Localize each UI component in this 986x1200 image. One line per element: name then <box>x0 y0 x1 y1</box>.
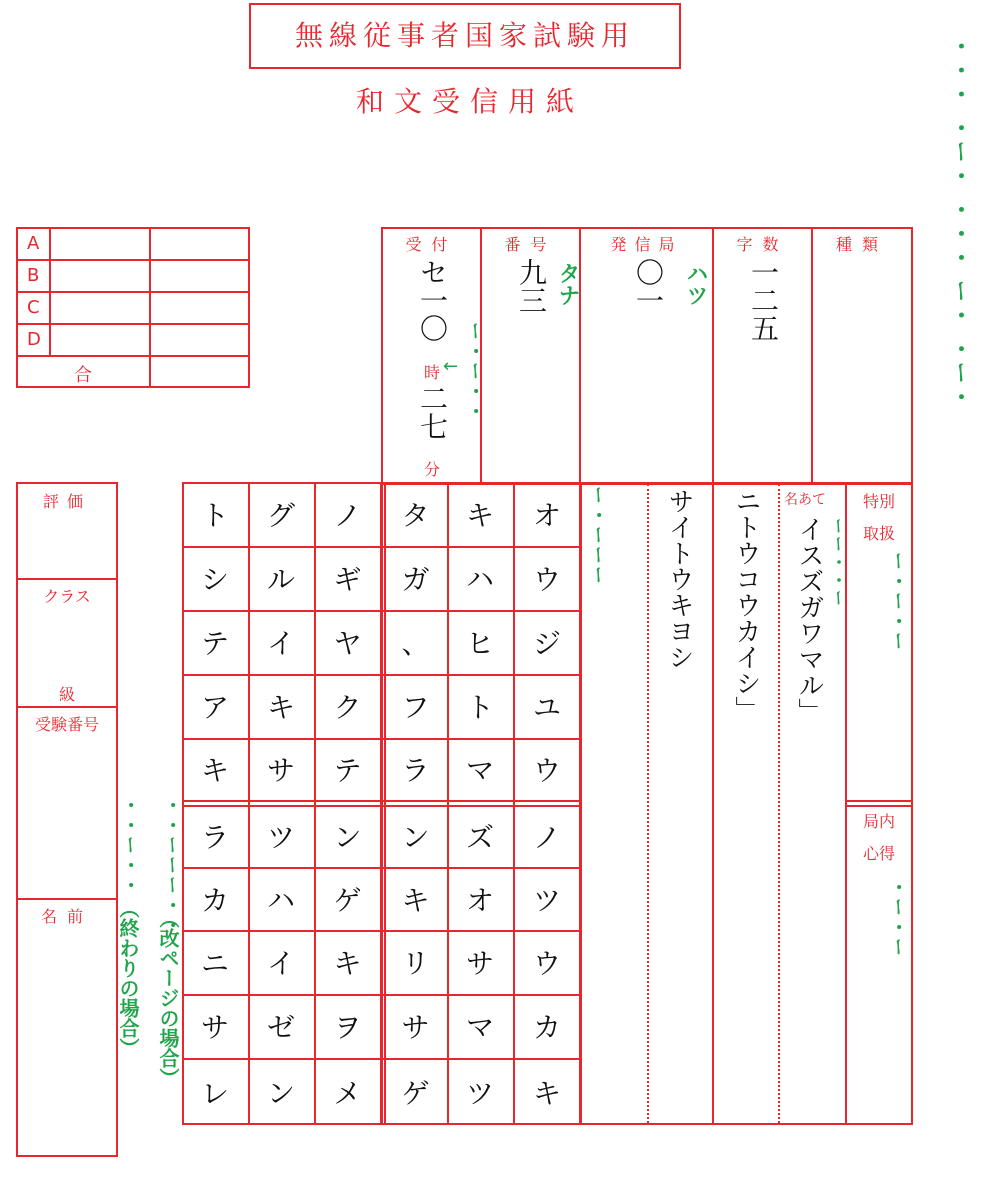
morse-kyokunai: ・ー・ー <box>887 878 908 958</box>
bango-value: 九三 <box>515 258 548 314</box>
page-change-note: （改ページの場合） <box>156 908 180 1088</box>
kokoroe-label: 心得 <box>862 844 895 863</box>
kana-cell: ギ <box>333 563 362 596</box>
kana-cell: テ <box>333 754 362 787</box>
kana-cell: ン <box>333 821 362 854</box>
form-subtitle: 和文受信用紙 <box>355 85 584 118</box>
form-title: 無線従事者国家試験用 <box>294 19 635 52</box>
kana-cell: ハ <box>465 563 494 596</box>
kana-cell: キ <box>465 499 494 532</box>
kana-cell: イ <box>266 947 295 980</box>
kana-cell: ニ <box>200 947 229 980</box>
kana-cell: タ <box>401 499 430 532</box>
end-case-note: （終わりの場合） <box>116 898 140 1058</box>
grade-box <box>16 227 250 388</box>
hasshin-label: 発信局 <box>610 235 683 254</box>
kana-cell: マ <box>465 1011 494 1044</box>
kana-cell: ウ <box>532 947 561 980</box>
class-label: クラス <box>43 587 91 606</box>
ji-label: 時 <box>424 363 441 382</box>
kana-cell: ヤ <box>333 627 362 660</box>
kana-cell: ノ <box>333 499 362 532</box>
kana-cell: レ <box>200 1076 229 1110</box>
jisu-label: 字数 <box>736 235 789 254</box>
hasshin-value: 〇一 <box>632 258 665 314</box>
name-label: 名あて <box>784 492 826 508</box>
morse-page: ・・ーーー・・ <box>161 796 182 936</box>
kana-cell: リ <box>401 947 430 980</box>
bango-note: タナ <box>555 262 580 306</box>
grade-row-a: A <box>27 233 40 254</box>
kana-cell: ラ <box>200 821 229 854</box>
kana-cell: キ <box>266 691 295 724</box>
kana-cell: シ <box>200 563 229 596</box>
address-col-2: ニトウコウカイシ」 <box>731 488 761 722</box>
kana-cell: フ <box>401 691 430 724</box>
kana-cell: サ <box>401 1011 430 1044</box>
kana-cell: キ <box>200 754 229 787</box>
kana-cell: ヲ <box>333 1011 362 1044</box>
kana-cell: ノ <box>532 821 561 854</box>
grade-row-d: D <box>27 329 41 350</box>
kana-cell: ツ <box>266 821 295 854</box>
morse-address: ー・ーーー <box>587 486 608 586</box>
kana-cell: ズ <box>465 821 494 854</box>
uketsuke-label: 受付 <box>405 235 458 254</box>
kana-cell: 、 <box>401 627 430 660</box>
kana-cell: テ <box>200 627 229 660</box>
kyokunai-label: 局内 <box>862 812 895 831</box>
kana-cell: ア <box>200 691 229 724</box>
kyu-label: 級 <box>58 685 75 704</box>
juken-label: 受験番号 <box>34 715 99 734</box>
namae-label: 名前 <box>40 907 93 926</box>
address-col-1: サイトウキヨシ <box>664 488 694 670</box>
kana-cell: ト <box>465 691 494 724</box>
kana-cell: ン <box>266 1076 295 1110</box>
kana-cell: サ <box>465 947 494 980</box>
kana-cell: ガ <box>401 563 430 596</box>
kana-cell: ヒ <box>465 627 494 660</box>
kana-cell: カ <box>200 883 229 917</box>
bango-label: 番号 <box>504 235 557 254</box>
kana-cell: ト <box>200 499 229 532</box>
kana-cell: キ <box>532 1076 561 1110</box>
kana-cell: ゼ <box>266 1011 295 1044</box>
kana-cell: ゲ <box>401 1076 430 1110</box>
kana-cell: ツ <box>532 883 561 917</box>
kana-cell: オ <box>532 499 561 532</box>
kana-cell: オ <box>465 883 494 917</box>
hasshin-note: ハツ <box>683 262 708 306</box>
uketsuke-value-2: 二七 <box>416 384 449 440</box>
kana-cell: サ <box>200 1011 229 1044</box>
kana-cell: ジ <box>532 627 561 660</box>
jisu-value: 一二五 <box>747 258 780 342</box>
morse-name: ーー・・ー <box>829 518 848 609</box>
grade-row-c: C <box>27 297 40 318</box>
kana-cell: ハ <box>266 883 295 917</box>
kana-cell: ユ <box>532 691 561 724</box>
kana-cell: ウ <box>532 563 561 596</box>
kana-cell: ル <box>266 563 295 596</box>
kana-cell: マ <box>465 754 494 787</box>
kana-cell: サ <box>266 754 295 787</box>
morse-end: ・・ー・・ <box>119 796 140 896</box>
morse-ji: ー・ー・・ <box>464 322 485 422</box>
kana-cell: グ <box>266 499 295 532</box>
kana-cell: イ <box>266 627 295 660</box>
ji-arrow: ← <box>443 356 459 377</box>
kana-cell: ラ <box>401 754 430 787</box>
kana-cell: メ <box>333 1076 362 1110</box>
grade-total-label: 合 <box>74 365 92 386</box>
kana-cell: ゲ <box>333 883 362 917</box>
address-col-3: イスズガワマル」 <box>794 516 824 724</box>
kana-cell: カ <box>532 1011 561 1044</box>
kana-cell: ク <box>333 691 362 724</box>
kana-cell: キ <box>401 883 430 917</box>
kana-cell: ツ <box>465 1076 494 1110</box>
kana-cell: ウ <box>532 754 561 787</box>
morse-top-right: ・・・ ・ー・ ・・・ ー・ ・ー・ <box>947 35 972 410</box>
uketsuke-value: セ一〇 <box>416 258 449 342</box>
hyoka-label: 評価 <box>42 492 91 511</box>
toriatsukai-label: 取扱 <box>862 524 895 543</box>
kana-cell: キ <box>333 947 362 980</box>
tokubetsu-label: 特別 <box>862 492 895 511</box>
shurui-label: 種類 <box>835 235 888 254</box>
morse-tokubetsu: ー・ー・ー <box>887 552 908 652</box>
kana-cell: ン <box>401 821 430 854</box>
grade-row-b: B <box>27 265 40 286</box>
fun-label: 分 <box>424 460 441 479</box>
